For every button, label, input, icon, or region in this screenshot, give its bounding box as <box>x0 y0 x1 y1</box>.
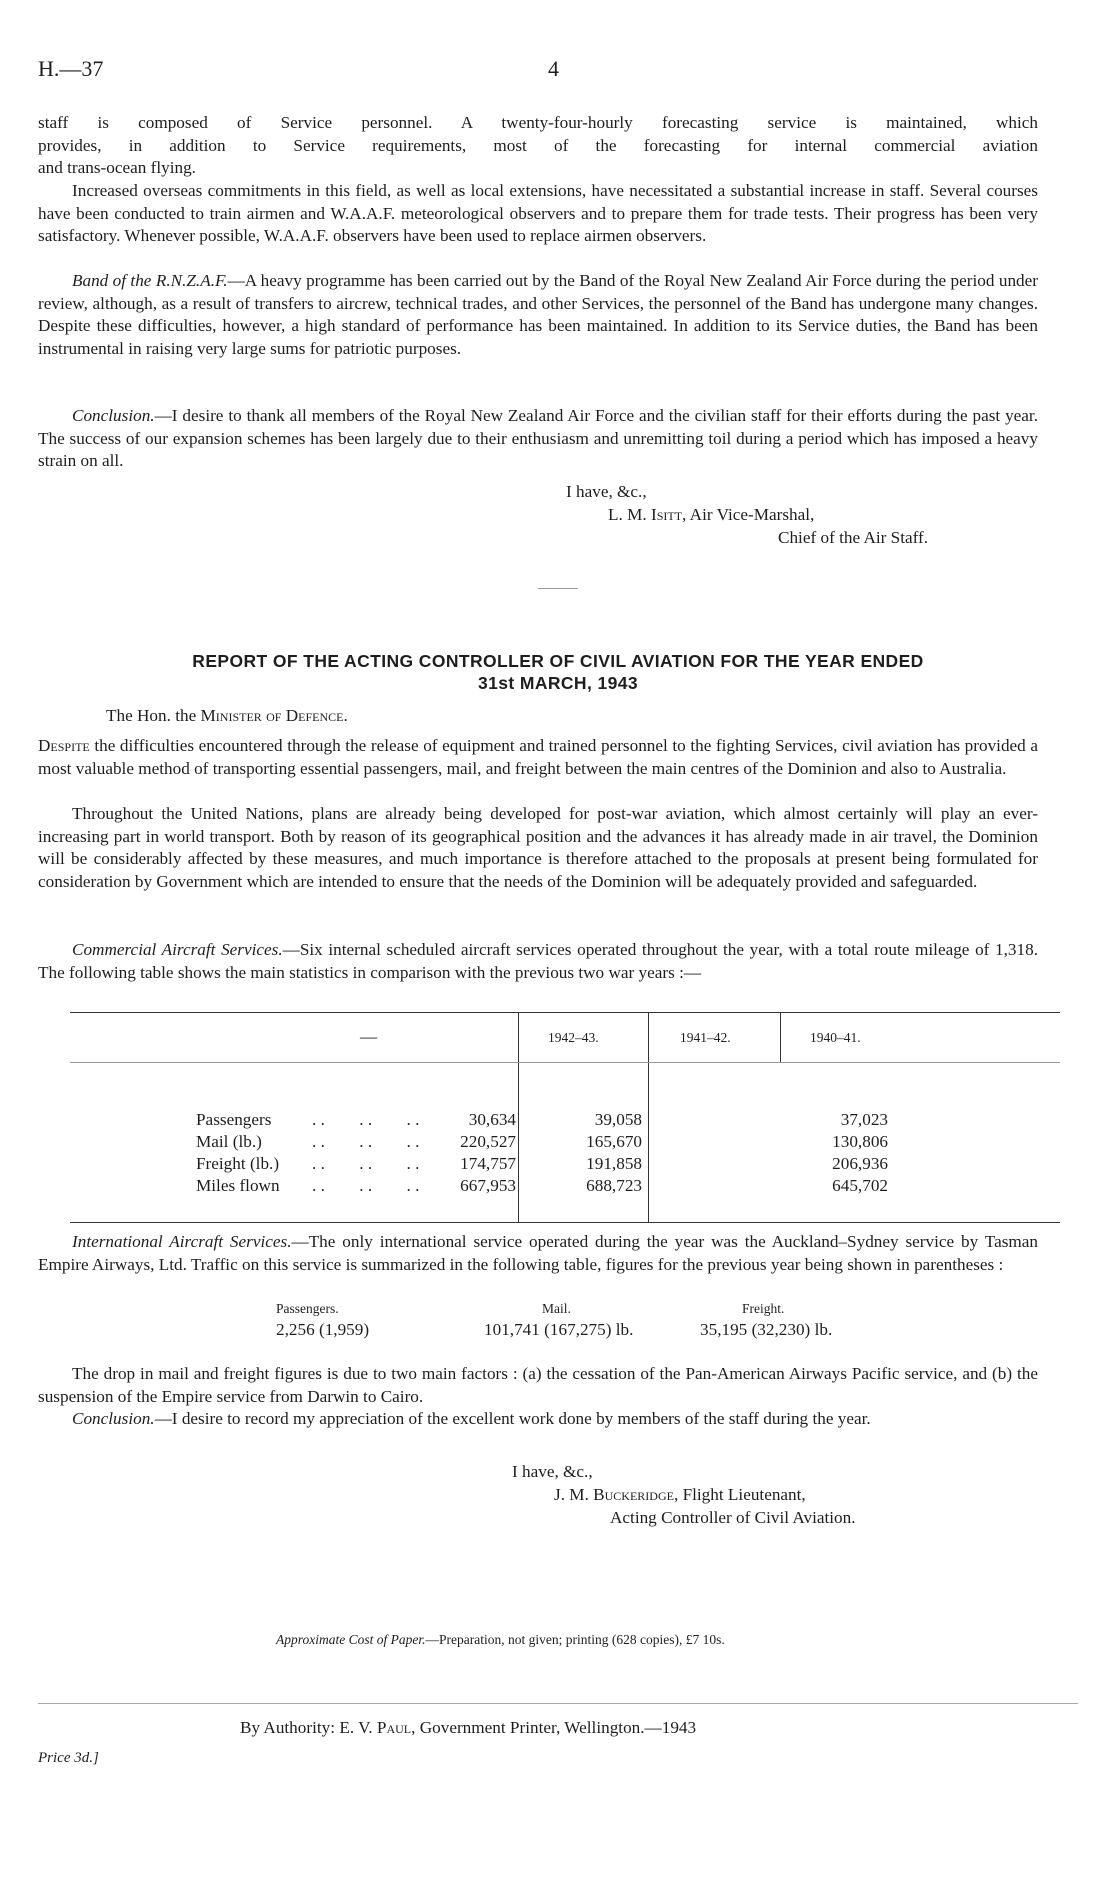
table-cell: 206,936 <box>832 1154 888 1173</box>
intl-value-passengers: 2,256 (1,959) <box>276 1320 370 1339</box>
table-row-dots: . . . . . . <box>312 1154 420 1173</box>
paragraph-drop-in-figures: The drop in mail and freight figures is due to two main factors : (a) the cessation of the Pan-American Airways Pacific service, and (b) the suspension of the Empire service from Darwin to Cairo. <box>38 1364 1038 1406</box>
paragraph-united-nations: Throughout the United Nations, plans are already being developed for post-war aviation, which almost certainly will play an ever-increasing part in world transport. Both by reason of its geographical position and the advances it has already made in air travel, the Dominion will be considerably affected by these measures, and much importance is therefore attached to the proposals at present being formulated for consideration by Government which are intended to ensure that the needs of the Dominion will be adequately provided and safeguarded. <box>38 804 1038 891</box>
paragraph-commercial-services <box>38 939 1038 984</box>
table-cell: 174,757 <box>460 1154 516 1173</box>
international-text: —The only international service operated during the year was the Auckland–Sydney service by Tasman Empire Airways, Ltd. Traffic on this service is summarized in the following table, figures for the previous year being shown in parentheses : <box>38 1232 1038 1274</box>
civil-conclusion-text: —I desire to record my appreciation of the excellent work done by members of the staff during the year. <box>154 1409 871 1428</box>
table-row-label: Passengers <box>196 1110 272 1129</box>
paragraph-conclusion-raf <box>38 405 1038 473</box>
page-number: 4 <box>548 56 559 81</box>
addressee-title: Minister of Defence <box>200 706 344 725</box>
table-top-rule <box>70 1012 1060 1013</box>
authority-prefix: By Authority: E. V. <box>240 1718 377 1737</box>
footer-rule <box>38 1703 1078 1704</box>
table-cell: 130,806 <box>832 1132 888 1151</box>
authority-surname: Paul <box>376 1718 412 1737</box>
report-title-line-2: 31st MARCH, 1943 <box>477 673 639 693</box>
table-cell: 37,023 <box>840 1110 888 1129</box>
paragraph-staff <box>38 112 1038 180</box>
table-cell: 30,634 <box>468 1110 516 1129</box>
civil-signoff-initials: J. M. <box>554 1485 594 1504</box>
cost-of-paper <box>276 1632 725 1648</box>
column-header-1940-41: 1940–41. <box>810 1030 861 1045</box>
paragraph-line: and trans-ocean flying. <box>38 158 196 177</box>
column-header-1942-43: 1942–43. <box>548 1030 599 1045</box>
table-cell: 688,723 <box>586 1176 642 1195</box>
table-cell: 667,953 <box>460 1176 516 1195</box>
signoff-title: Chief of the Air Staff. <box>778 528 929 547</box>
table-corner: — <box>360 1027 378 1046</box>
civil-signoff-name <box>554 1484 806 1507</box>
signoff-name <box>608 504 814 527</box>
table-column-rule <box>648 1012 649 1222</box>
report-title <box>38 650 1078 694</box>
paragraph-line: staff is composed of Service personnel. A twenty-four-hourly forecasting service is maintained, which <box>38 113 1038 132</box>
report-title-line-1: REPORT OF THE ACTING CONTROLLER OF CIVIL AVIATION FOR THE YEAR ENDED <box>192 651 924 671</box>
signoff-rank: , Air Vice-Marshal, <box>682 505 815 524</box>
paragraph-band <box>38 270 1038 360</box>
column-header-1941-42: 1941–42. <box>680 1030 731 1045</box>
signoff-greeting: I have, &c., <box>566 482 647 501</box>
table-header-rule <box>70 1062 1060 1063</box>
authority-suffix: , Government Printer, Wellington.—1943 <box>411 1718 697 1737</box>
table-row-dots: . . . . . . <box>312 1176 420 1195</box>
addressee-prefix: The Hon. the <box>106 706 201 725</box>
addressee <box>106 706 348 726</box>
paragraph-conclusion-civil <box>38 1408 1038 1431</box>
intl-value-mail: 101,741 (167,275) lb. <box>484 1320 634 1339</box>
paragraph-despite <box>38 735 1038 780</box>
table-row-label: Mail (lb.) <box>196 1132 262 1151</box>
band-title: Band of the R.N.Z.A.F. <box>72 271 228 290</box>
price: Price 3d.] <box>38 1750 99 1766</box>
table-cell: 39,058 <box>594 1110 642 1129</box>
band-text: —A heavy programme has been carried out by the Band of the Royal New Zealand Air Force during the period under review, although, as a result of transfers to aircrew, technical trades, and other Services, the personnel of the Band has undergone many changes. Despite these difficulties, however, a high standard of performance has been maintained. In addition to its Service duties, the Band has been instrumental in raising very large sums for patriotic purposes. <box>38 271 1038 358</box>
intl-label-passengers: Passengers. <box>276 1301 339 1316</box>
international-title: International Aircraft Services. <box>72 1232 292 1251</box>
civil-conclusion-title: Conclusion. <box>72 1409 155 1428</box>
cost-text: —Preparation, not given; printing (628 copies), £7 10s. <box>425 1632 725 1647</box>
table-cell: 191,858 <box>586 1154 642 1173</box>
civil-signoff-greeting: I have, &c., <box>512 1462 593 1481</box>
despite-lead: Despite <box>38 736 90 755</box>
printer-authority <box>240 1718 696 1738</box>
cost-label: Approximate Cost of Paper. <box>276 1632 426 1647</box>
section-divider <box>538 588 578 589</box>
commercial-text: —Six internal scheduled aircraft services operated throughout the year, with a total route mileage of 1,318. The following table shows the main statistics in comparison with the previous two war years :— <box>38 940 1038 982</box>
conclusion-title: Conclusion. <box>72 406 155 425</box>
civil-signoff-surname: Buckeridge <box>593 1485 674 1504</box>
commercial-title: Commercial Aircraft Services. <box>72 940 283 959</box>
intl-value-freight: 35,195 (32,230) lb. <box>700 1320 833 1339</box>
conclusion-text: —I desire to thank all members of the Royal New Zealand Air Force and the civilian staff for their efforts during the past year. The success of our expansion schemes has been largely due to their enthusiasm and unremitting toil during a period which has imposed a heavy strain on all. <box>38 406 1038 470</box>
despite-text: the difficulties encountered through the release of equipment and trained personnel to the fighting Services, civil aviation has provided a most valuable method of transporting essential passengers, mail, and freight between the main centres of the Dominion and also to Australia. <box>38 736 1038 778</box>
table-column-rule <box>780 1012 781 1062</box>
table-cell: 165,670 <box>586 1132 642 1151</box>
addressee-suffix: . <box>343 706 348 725</box>
paragraph-international-services <box>38 1231 1038 1276</box>
document-ref: H.—37 <box>38 56 104 81</box>
table-column-rule <box>518 1012 519 1222</box>
signoff-surname: Isitt <box>650 505 683 524</box>
civil-signoff-title: Acting Controller of Civil Aviation. <box>610 1508 856 1527</box>
table-row-label: Miles flown <box>196 1176 280 1195</box>
table-row-dots: . . . . . . <box>312 1132 420 1151</box>
paragraph-line: provides, in addition to Service requirements, most of the forecasting for internal commercial aviation <box>38 135 1038 155</box>
table-cell: 645,702 <box>832 1176 888 1195</box>
table-cell: 220,527 <box>460 1132 516 1151</box>
paragraph-overseas-commitments: Increased overseas commitments in this field, as well as local extensions, have necessitated a substantial increase in staff. Several courses have been conducted to train airmen and W.A.A.F. meteorological observers and to prepare them for trade tests. Their progress has been very satisfactory. Whenever possible, W.A.A.F. observers have been used to replace airmen observers. <box>38 181 1038 245</box>
intl-label-freight: Freight. <box>742 1301 785 1316</box>
civil-signoff-rank: , Flight Lieutenant, <box>673 1485 806 1504</box>
table-row-label: Freight (lb.) <box>196 1154 280 1173</box>
signoff-initials: L. M. <box>608 505 651 524</box>
intl-label-mail: Mail. <box>542 1301 571 1316</box>
table-row-dots: . . . . . . <box>312 1110 420 1129</box>
table-bottom-rule <box>70 1222 1060 1223</box>
